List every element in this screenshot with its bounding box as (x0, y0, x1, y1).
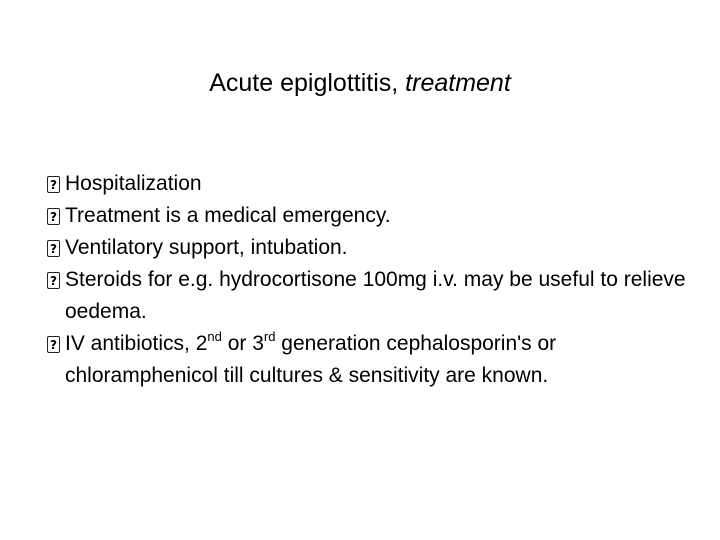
bullet-item (47, 232, 697, 264)
bullet-marker-icon (47, 240, 60, 257)
bullet-text: Hospitalization (65, 172, 202, 195)
superscript: rd (263, 329, 276, 344)
slide-title (0, 66, 720, 100)
superscript: nd (207, 329, 222, 344)
bullet-text-part: generation cephalosporin's or chloramphenicol till cultures & sensitivity are known. (65, 332, 557, 387)
bullet-item (47, 200, 697, 232)
bullet-text: Steroids for e.g. hydrocortisone 100mg i.v. may be useful to relieve oedema. (65, 268, 686, 323)
bullet-marker-icon (47, 208, 60, 225)
bullet-text-part: or 3 (221, 332, 264, 355)
bullet-text: Treatment is a medical emergency. (65, 204, 391, 227)
bullet-marker-icon (47, 176, 60, 193)
bullet-text-part: IV antibiotics, 2 (65, 332, 208, 355)
bullet-item (47, 168, 697, 200)
title-main: Acute epiglottitis (209, 69, 392, 97)
bullet-marker-icon (47, 336, 60, 353)
bullet-text: Ventilatory support, intubation. (65, 236, 348, 259)
bullet-item (47, 328, 697, 392)
title-subtitle: treatment (405, 69, 511, 97)
bullet-item (47, 264, 697, 328)
bullet-list (47, 168, 697, 392)
title-separator: , (391, 69, 406, 97)
bullet-marker-icon (47, 272, 60, 289)
